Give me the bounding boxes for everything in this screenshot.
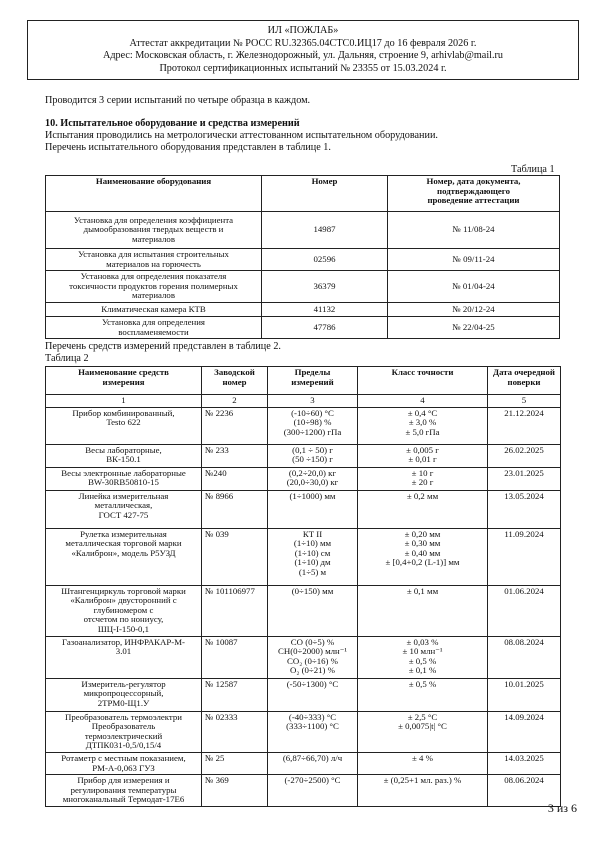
page-number: 3 из 6 [547,801,577,815]
table-row [46,490,561,528]
table-cell: № 01/04-24 [388,271,560,303]
table-cell: № 25 [202,752,268,774]
table-cell: 23.01.2025 [488,467,561,490]
table-cell: CO (0÷5) % CH(0÷2000) млн⁻¹ CO₂ (0÷16) % O₂ (0÷21) % [268,636,358,678]
table-cell: ± 0,20 мм ± 0,30 мм ± 0,40 мм ± [0,4+0,2 (L-1)] мм [358,528,488,585]
table-cell: 08.06.2024 [488,775,561,807]
table-cell: № 02333 [202,711,268,752]
equipment-table [45,175,560,339]
document-header [27,20,579,80]
section-paragraph-2: Перечень испытательного оборудования представлен в таблице 1. [45,142,331,153]
table-cell: № 09/11-24 [388,249,560,271]
table-cell: ± 0,2 мм [358,490,488,528]
intro-paragraph: Проводится 3 серии испытаний по четыре образца в каждом. [45,95,311,106]
table1-header: Наименование оборудования [46,176,262,212]
table-row [46,271,560,303]
table2-header: Пределы измерений [268,367,358,395]
table1-header: Номер, дата документа, подтверждающего проведение аттестации [388,176,560,212]
accreditation: Аттестат аккредитации № РОСС RU.32365.04СТС0.ИЦ17 до 16 февраля 2026 г. [129,37,477,49]
table2-header: Дата очередной поверки [488,367,561,395]
table2-header: Заводской номер [202,367,268,395]
table1-caption: Таблица 1 [511,164,555,175]
table-cell: 08.08.2024 [488,636,561,678]
table-cell: № 101106977 [202,585,268,636]
table-row [46,407,561,444]
table-cell: ± 10 г ± 20 г [358,467,488,490]
table-row [46,302,560,316]
table1-header: Номер [262,176,388,212]
table-cell: Весы лабораторные, ВК-150.1 [46,444,202,467]
lab-name: ИЛ «ПОЖЛАБ» [267,25,339,36]
table-cell: ± 4 % [358,752,488,774]
table-cell: Линейка измерительная металлическая, ГОСТ 427-75 [46,490,202,528]
table-row [46,316,560,338]
table-cell: 14.03.2025 [488,752,561,774]
table-cell: Ротаметр с местным показанием, РМ-А-0,063 ГУЗ [46,752,202,774]
table-cell: Установка для определения воспламеняемости [46,316,262,338]
table-cell: ± 0,1 мм [358,585,488,636]
table-row [46,249,560,271]
table-cell: Установка для испытания строительных материалов на горючесть [46,249,262,271]
table-row [46,528,561,585]
table-cell: № 12587 [202,678,268,711]
table-cell: № 11/08-24 [388,212,560,249]
table-cell: (-10÷60) °C (10÷98) % (300÷1200) гПа [268,407,358,444]
table-cell: 11.09.2024 [488,528,561,585]
table-cell: ± 0,005 г ± 0,01 г [358,444,488,467]
column-number: 4 [358,395,488,408]
table-cell: ± 0,03 % ± 10 млн⁻¹ ± 0,5 % ± 0,1 % [358,636,488,678]
table-cell: ± 0,5 % [358,678,488,711]
instruments-table [45,366,561,807]
table-cell: 14987 [262,212,388,249]
table2-intro: Перечень средств измерений представлен в таблице 2. [45,341,281,352]
column-number: 1 [46,395,202,408]
table-cell: Штангенциркуль торговой марки «Калиброн» двусторонний с глубиномером с отсчетом по нониусу, ШЦ-I-150-0,1 [46,585,202,636]
table-cell: (-270÷2500) °C [268,775,358,807]
table-cell: Измеритель-регулятор микропроцессорный, 2ТРМ0-Щ1.У [46,678,202,711]
table-cell: Прибор для измерения и регулирования температуры многоканальный Термодат-17Е6 [46,775,202,807]
column-number: 3 [268,395,358,408]
table-cell: № 10087 [202,636,268,678]
column-number: 5 [488,395,561,408]
section-paragraph-1: Испытания проводились на метрологически аттестованном испытательном оборудовании. [45,130,438,141]
table-cell: (0÷150) мм [268,585,358,636]
column-number: 2 [202,395,268,408]
table2-header: Наименование средств измерения [46,367,202,395]
table-cell: № 039 [202,528,268,585]
table-cell: 02596 [262,249,388,271]
table-cell: 47786 [262,316,388,338]
table-row [46,775,561,807]
table-cell: 41132 [262,302,388,316]
table-cell: Прибор комбинированный, Testo 622 [46,407,202,444]
section-title: 10. Испытательное оборудование и средства измерений [45,118,300,129]
table2-caption: Таблица 2 [45,353,89,364]
table-cell: 01.06.2024 [488,585,561,636]
table-cell: Газоанализатор, ИНФРАКАР-М- 3.01 [46,636,202,678]
table-cell: № 20/12-24 [388,302,560,316]
table-cell: Весы электронные лабораторные BW-30RB50810-15 [46,467,202,490]
table-cell: Рулетка измерительная металлическая торговой марки «Калиброн», модель Р5УЗД [46,528,202,585]
table-cell: Климатическая камера КТВ [46,302,262,316]
table-cell: (1÷1000) мм [268,490,358,528]
table-cell: № 8966 [202,490,268,528]
table-cell: № 233 [202,444,268,467]
table-cell: КТ II (1÷10) мм (1÷10) см (1÷10) дм (1÷5) м [268,528,358,585]
table-row [46,212,560,249]
table-row [46,678,561,711]
table-row [46,467,561,490]
table-cell: Установка для определения показателя токсичности продуктов горения полимерных материалов [46,271,262,303]
table-cell: (6,87÷66,70) л/ч [268,752,358,774]
table-cell: 26.02.2025 [488,444,561,467]
table2-header: Класс точности [358,367,488,395]
table-cell: 21.12.2024 [488,407,561,444]
table-cell: ± (0,25+1 мл. раз.) % [358,775,488,807]
table-cell: 10.01.2025 [488,678,561,711]
table-cell: 36379 [262,271,388,303]
table-cell: Преобразователь термоэлектри Преобразователь термоэлектрический ДТПК031-0,5/0,15/4 [46,711,202,752]
table-row [46,444,561,467]
protocol-number: Протокол сертификационных испытаний № 23355 от 15.03.2024 г. [159,62,447,74]
table-row [46,752,561,774]
table-row [46,585,561,636]
table-cell: № 22/04-25 [388,316,560,338]
table-cell: Установка для определения коэффициента дымообразования твердых веществ и материалов [46,212,262,249]
table-cell: ± 2,5 °C ± 0,0075|t| °C [358,711,488,752]
table-cell: 13.05.2024 [488,490,561,528]
table-cell: № 369 [202,775,268,807]
table-cell: 14.09.2024 [488,711,561,752]
table-cell: (-40÷333) °C (333÷1100) °C [268,711,358,752]
table-cell: (0,2÷20,0) кг (20,0÷30,0) кг [268,467,358,490]
address: Адрес: Московская область, г. Железнодорожный, ул. Дальняя, строение 9, arhivlab@mail.ru [102,50,504,62]
table-row [46,711,561,752]
table-cell: № 2236 [202,407,268,444]
table-cell: №240 [202,467,268,490]
table-cell: ± 0,4 °C ± 3,0 % ± 5,0 гПа [358,407,488,444]
table-cell: (-50÷1300) °C [268,678,358,711]
table-row [46,636,561,678]
table-cell: (0,1 ÷ 50) г (50 ÷150) г [268,444,358,467]
